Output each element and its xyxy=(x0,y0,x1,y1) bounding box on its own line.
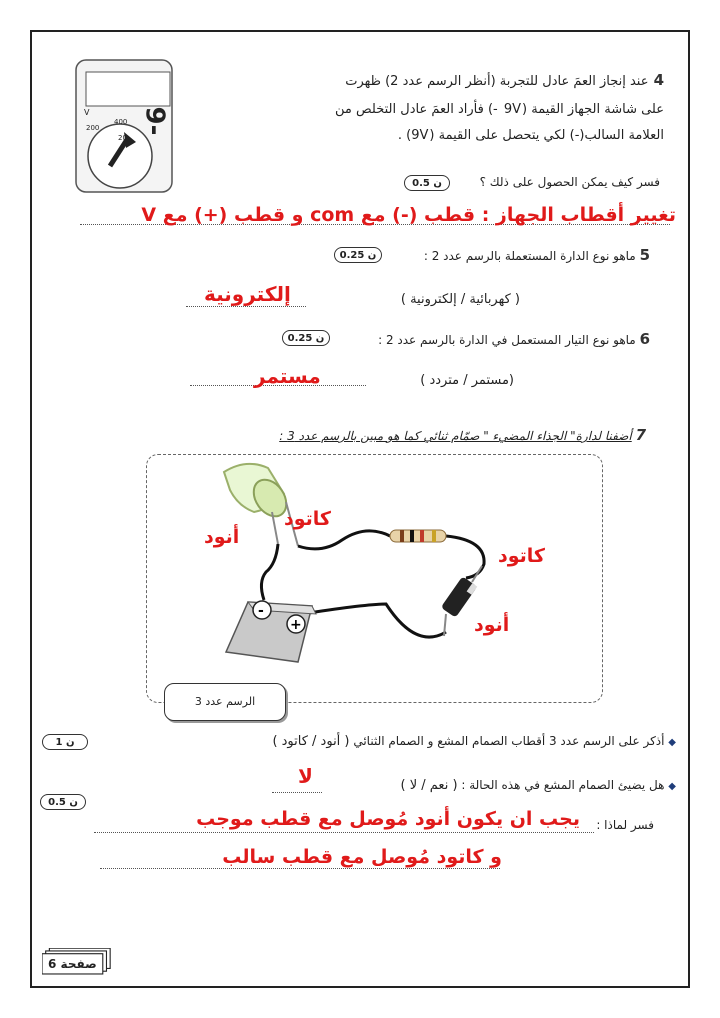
q5-points-badge: 0.25 ن xyxy=(334,247,382,263)
q7-sub2-points-badge: 0.5 ن xyxy=(40,794,86,810)
q7-title-line xyxy=(279,426,646,444)
resistor-icon xyxy=(390,530,446,542)
led-cathode-label: كاتود xyxy=(284,508,331,530)
q6-options: (مستمر / متردد ) xyxy=(420,373,514,388)
q5-answer: إلكترونية xyxy=(204,282,291,306)
q7-number: 7 xyxy=(635,426,646,444)
q7-sub3-answer-line1: يجب ان يكون أنود مُوصل مع قطب موجب xyxy=(196,808,580,830)
page-number: صفحة 6 xyxy=(48,957,97,971)
q7-sub2-answer: لا xyxy=(298,764,313,788)
meter-display: 9- xyxy=(139,106,170,136)
q7-sub1-line xyxy=(272,734,676,749)
q5-options: ( كهربائية / إلكترونية ) xyxy=(400,292,520,307)
q4-number: 4 xyxy=(653,71,664,89)
q4-text-line2: على شاشة الجهاز القيمة (9V -) فأراد العمَ عادل التخلص من xyxy=(335,102,664,117)
bullet-arrow-icon: ◆ xyxy=(668,737,676,748)
q7-sub2-text: هل يضيئ الصمام المشع في هذه الحالة : xyxy=(461,778,665,792)
q4-text-line3: العلامة السالب(-) لكي يتحصل على القيمة (9V) . xyxy=(397,128,664,143)
q7-sub1-points-badge: 1 ن xyxy=(42,734,88,750)
q6-answer: مستمر xyxy=(254,364,321,388)
q4-text-line1: عند إنجاز العمَ عادل للتجربة (أنظر الرسم عدد 2) ظهرت xyxy=(345,74,649,89)
q7-title: أضفنا لدارة" الجذاء المضيء " صمّام ثنائي كما هو مبين بالرسم عدد 3 : xyxy=(279,429,632,443)
q7-sub3-line2 xyxy=(100,868,500,869)
q6-points-badge: 0.25 ن xyxy=(282,330,330,346)
q4-line1 xyxy=(345,70,664,89)
q4-points-badge: 0.5 ن xyxy=(404,175,450,191)
meter-label-400: 400 xyxy=(114,118,128,126)
q5-question: ماهو نوع الدارة المستعملة بالرسم عدد 2 : xyxy=(423,249,636,263)
q7-sub3-text: فسر لماذا : xyxy=(596,818,654,832)
led-anode-label: أنود xyxy=(204,526,240,548)
diode-anode-label: أنود xyxy=(474,614,510,636)
battery-minus-sign: - xyxy=(258,603,264,619)
q5-line xyxy=(424,246,650,264)
meter-label-20: 20 xyxy=(118,134,127,142)
figure-caption: الرسم عدد 3 xyxy=(164,683,286,721)
q6-line xyxy=(378,330,650,348)
q5-answer-line xyxy=(186,306,306,307)
meter-label-v: V xyxy=(84,108,90,117)
q5-number: 5 xyxy=(639,246,650,264)
diode-cathode-label: كاتود xyxy=(498,545,545,567)
q7-sub2-answer-line xyxy=(272,792,322,793)
meter-label-200: 200 xyxy=(86,124,100,132)
q7-sub2-options: ( نعم / لا ) xyxy=(400,778,458,793)
battery-icon xyxy=(226,601,316,662)
battery-plus-sign: + xyxy=(290,617,302,633)
bullet-arrow-icon-2: ◆ xyxy=(668,781,676,792)
q7-sub1-options: ( أنود / كاتود ) xyxy=(272,734,350,749)
q6-number: 6 xyxy=(639,330,650,348)
q7-sub3-line1 xyxy=(94,832,594,833)
circuit-diagram xyxy=(146,454,601,701)
q4-question: فسر كيف يمكن الحصول على ذلك ؟ xyxy=(479,175,660,189)
q7-sub2-line xyxy=(401,778,676,793)
q7-sub1-text: أذكر على الرسم عدد 3 أقطاب الصمام المشع و الصمام الثنائي xyxy=(353,734,665,748)
q7-sub3-answer-line2: و كاتود مُوصل مع قطب سالب xyxy=(222,846,502,868)
q6-question: ماهو نوع التيار المستعمل في الدارة بالرسم عدد 2 : xyxy=(378,333,636,347)
q4-answer: تغيير أقطاب الجهاز : قطب (-) مع com و قطب (+) مع V xyxy=(141,204,676,226)
